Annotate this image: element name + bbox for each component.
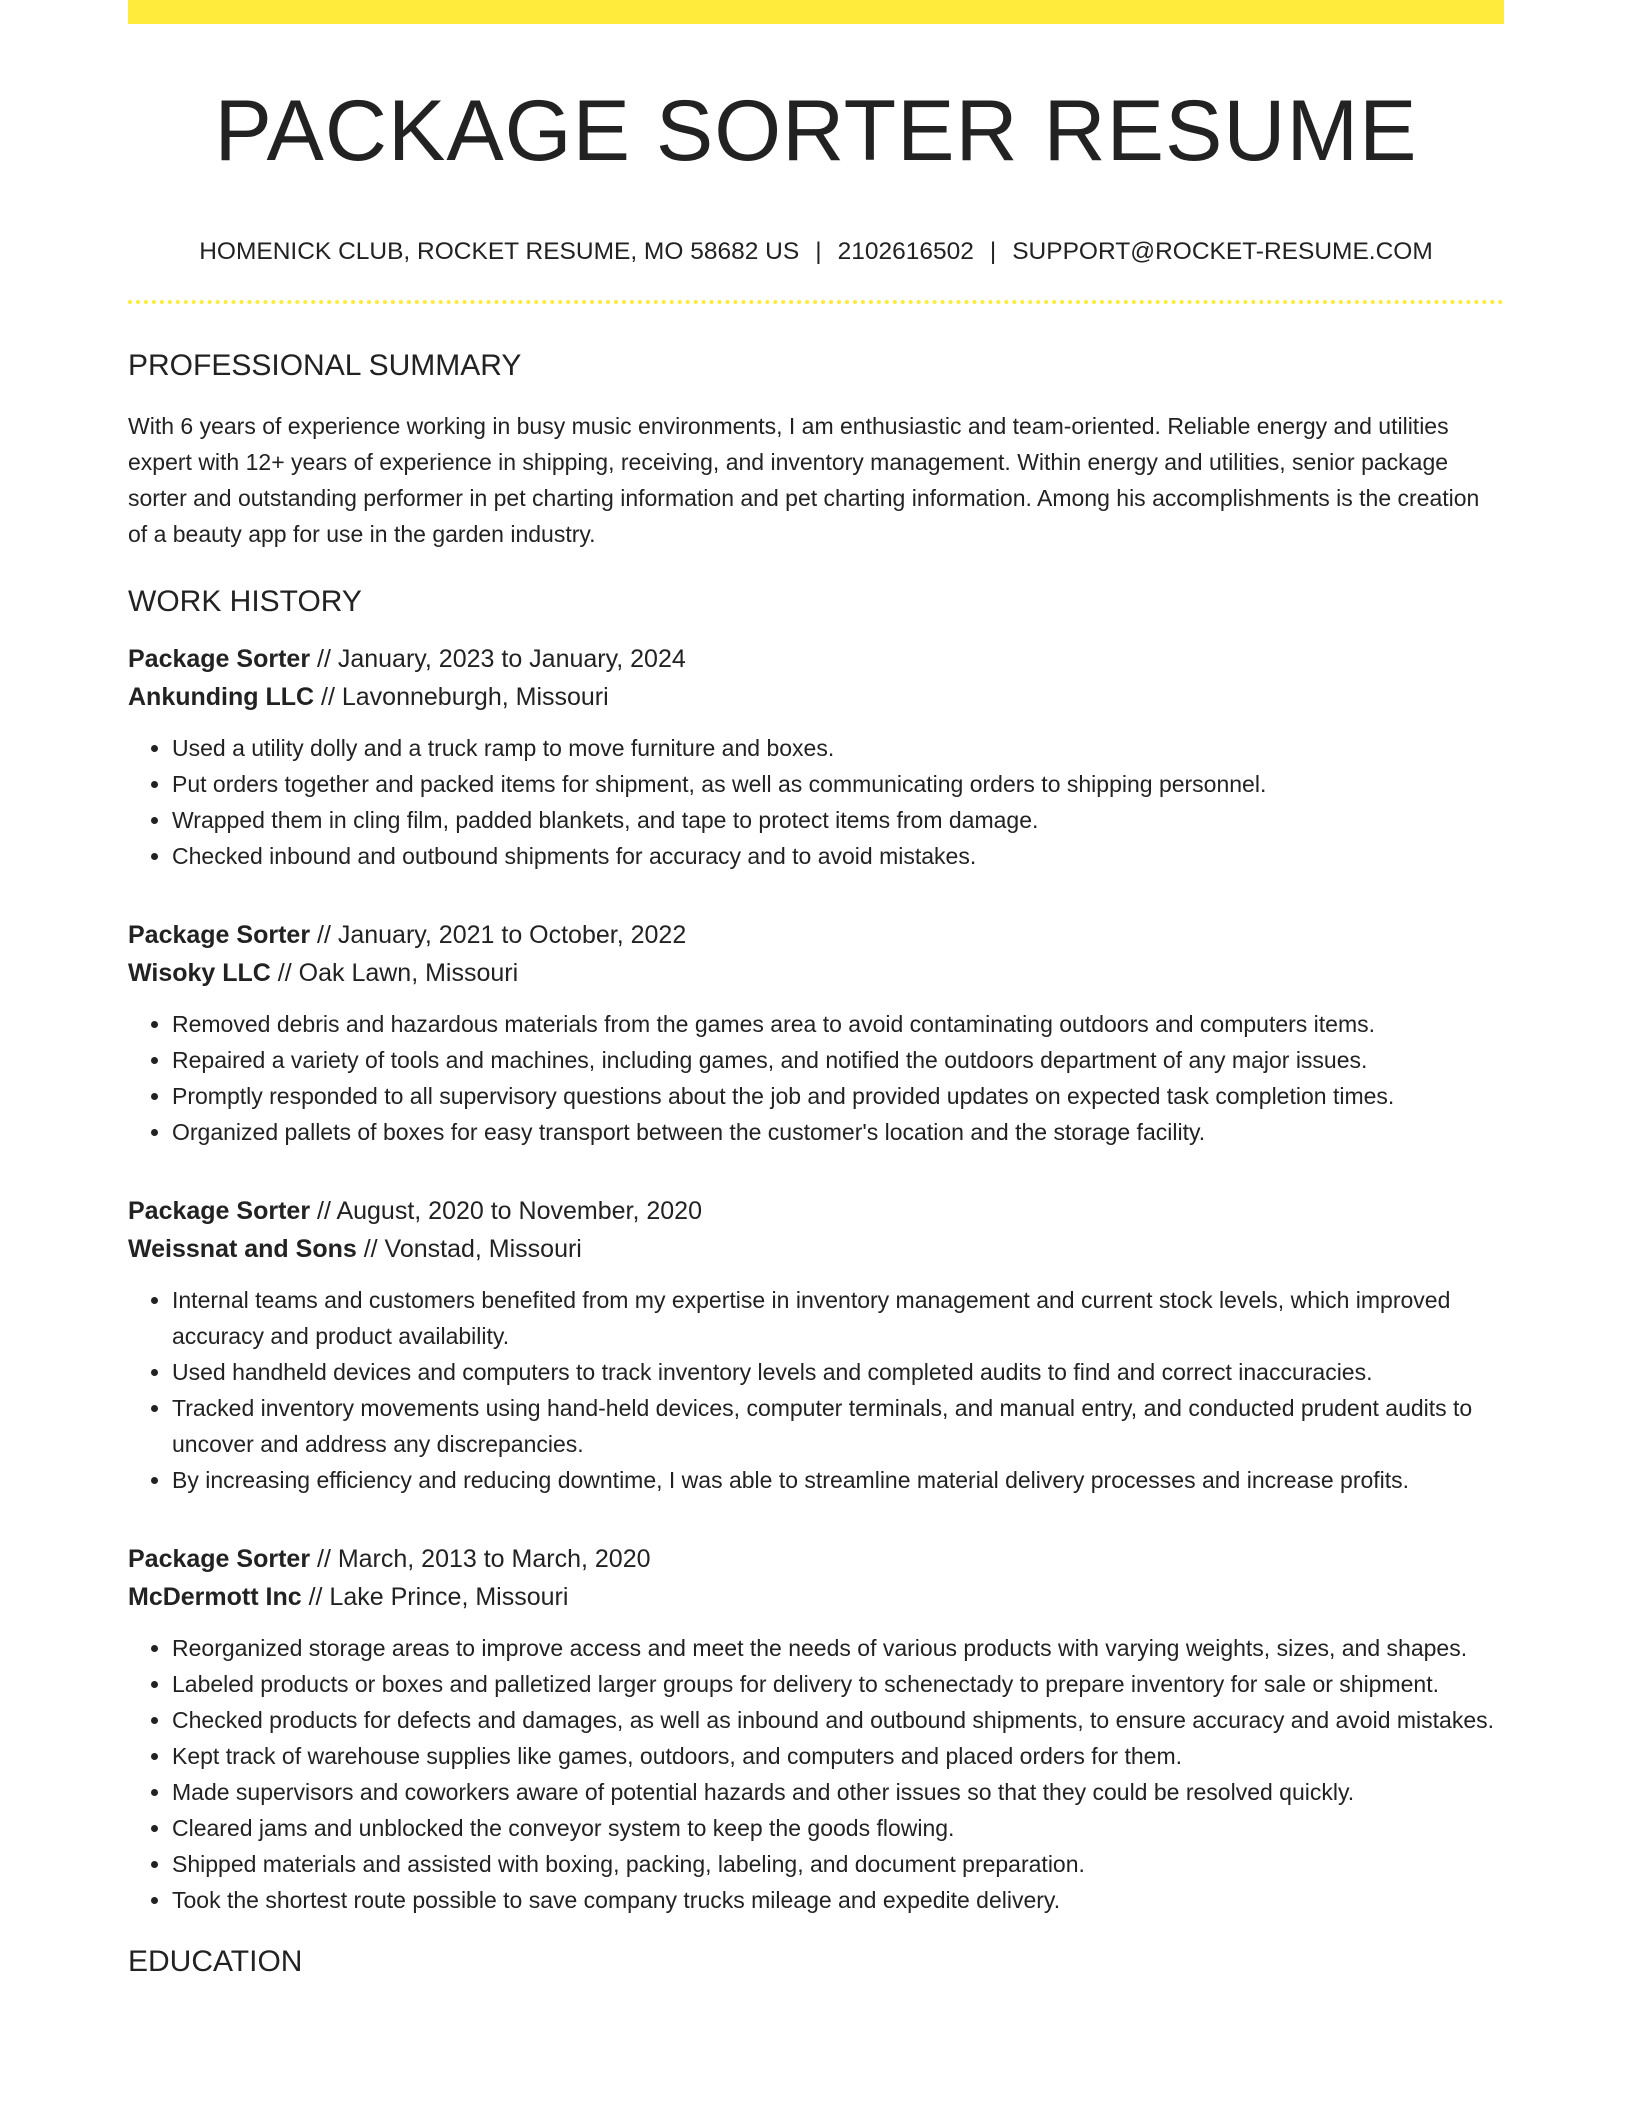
job-bullet: • Wrapped them in cling film, padded blankets, and tape to protect items from damage. xyxy=(172,802,1504,838)
resume-page xyxy=(128,0,1504,1980)
job-title: Package Sorter xyxy=(128,1544,311,1573)
contact-address: HOMENICK CLUB, ROCKET RESUME, MO 58682 US xyxy=(199,237,800,265)
job-bullets xyxy=(128,1006,1504,1150)
job-bullet: • Repaired a variety of tools and machines, including games, and notified the outdoors department of any major issues. xyxy=(172,1042,1504,1078)
job-bullet: • Organized pallets of boxes for easy transport between the customer's location and the storage facility. xyxy=(172,1114,1504,1150)
contact-phone: 2102616502 xyxy=(837,237,974,265)
job-bullet: • Put orders together and packed items for shipment, as well as communicating orders to shipping personnel. xyxy=(172,766,1504,802)
job-dates: // August, 2020 to November, 2020 xyxy=(310,1196,702,1225)
job-location: // Lavonneburgh, Missouri xyxy=(314,682,609,711)
work-history-heading: WORK HISTORY xyxy=(128,584,362,618)
job-entry xyxy=(128,916,1504,1150)
job-company: McDermott Inc xyxy=(128,1582,302,1611)
job-bullet: • Cleared jams and unblocked the conveyor system to keep the goods flowing. xyxy=(172,1810,1504,1846)
job-bullet: • Checked inbound and outbound shipments for accuracy and to avoid mistakes. xyxy=(172,838,1504,874)
job-title-line xyxy=(128,1192,1504,1230)
job-bullet: • Made supervisors and coworkers aware of potential hazards and other issues so that they could be resolved quickly. xyxy=(172,1774,1504,1810)
accent-bar xyxy=(128,0,1504,24)
contact-separator: | xyxy=(815,237,822,265)
summary-text: With 6 years of experience working in busy music environments, I am enthusiastic and team-oriented. Reliable energy and utilities expert with 12+ years of experience in shipping, receiving, and inventory management. Within energy and utilities, senior package sorter and outstanding performer in pet charting information and pet charting information. Among his accomplishments is the creation of a beauty app for use in the garden industry. xyxy=(128,412,1480,547)
job-title: Package Sorter xyxy=(128,1196,311,1225)
job-bullet: • Labeled products or boxes and palletized larger groups for delivery to schenectady to prepare inventory for sale or shipment. xyxy=(172,1666,1504,1702)
job-bullet: • Removed debris and hazardous materials from the games area to avoid contaminating outdoors and computers items. xyxy=(172,1006,1504,1042)
job-location: // Lake Prince, Missouri xyxy=(301,1582,569,1611)
job-bullet: • Promptly responded to all supervisory questions about the job and provided updates on expected task completion times. xyxy=(172,1078,1504,1114)
job-bullet: • Used handheld devices and computers to track inventory levels and completed audits to find and correct inaccuracies. xyxy=(172,1354,1504,1390)
job-company: Ankunding LLC xyxy=(128,682,315,711)
job-dates: // January, 2023 to January, 2024 xyxy=(310,644,686,673)
page-title: PACKAGE SORTER RESUME xyxy=(214,83,1418,179)
job-bullet: • Checked products for defects and damages, as well as inbound and outbound shipments, to ensure accuracy and avoid mistakes. xyxy=(172,1702,1504,1738)
contact-separator: | xyxy=(989,237,997,265)
job-company-line xyxy=(128,1230,1504,1268)
job-bullet: • Used a utility dolly and a truck ramp to move furniture and boxes. xyxy=(172,730,1504,766)
job-entry xyxy=(128,640,1504,874)
job-title: Package Sorter xyxy=(128,644,311,673)
job-entry xyxy=(128,1192,1504,1498)
job-title-line xyxy=(128,640,1504,678)
job-title-line xyxy=(128,916,1504,954)
education-heading: EDUCATION xyxy=(128,1944,303,1978)
job-title: Package Sorter xyxy=(128,920,311,949)
job-bullet: • By increasing efficiency and reducing downtime, I was able to streamline material delivery processes and increase profits. xyxy=(172,1462,1504,1498)
job-bullet: • Took the shortest route possible to save company trucks mileage and expedite delivery. xyxy=(172,1882,1504,1918)
job-location: // Vonstad, Missouri xyxy=(356,1234,582,1263)
job-bullet: • Shipped materials and assisted with boxing, packing, labeling, and document preparation. xyxy=(172,1846,1504,1882)
job-bullet: • Tracked inventory movements using hand-held devices, computer terminals, and manual entry, and conducted prudent audits to uncover and address any discrepancies. xyxy=(172,1390,1504,1462)
job-bullet: • Kept track of warehouse supplies like games, outdoors, and computers and placed orders for them. xyxy=(172,1738,1504,1774)
job-dates: // March, 2013 to March, 2020 xyxy=(310,1544,651,1573)
contact-line xyxy=(128,237,1504,266)
job-entry xyxy=(128,1540,1504,1918)
job-company: Weissnat and Sons xyxy=(128,1234,357,1263)
job-company: Wisoky LLC xyxy=(128,958,271,987)
job-company-line xyxy=(128,678,1504,716)
job-company-line xyxy=(128,954,1504,992)
job-bullets xyxy=(128,1630,1504,1918)
header-divider xyxy=(128,300,1504,304)
job-bullets xyxy=(128,1282,1504,1498)
summary-heading: PROFESSIONAL SUMMARY xyxy=(128,348,522,382)
job-title-line xyxy=(128,1540,1504,1578)
job-dates: // January, 2021 to October, 2022 xyxy=(310,920,687,949)
job-location: // Oak Lawn, Missouri xyxy=(270,958,519,987)
contact-email: SUPPORT@ROCKET-RESUME.COM xyxy=(1012,237,1433,265)
job-bullet: • Internal teams and customers benefited from my expertise in inventory management and current stock levels, which improved accuracy and product availability. xyxy=(172,1282,1504,1354)
job-bullet: • Reorganized storage areas to improve access and meet the needs of various products with varying weights, sizes, and shapes. xyxy=(172,1630,1504,1666)
job-company-line xyxy=(128,1578,1504,1616)
job-bullets xyxy=(128,730,1504,874)
